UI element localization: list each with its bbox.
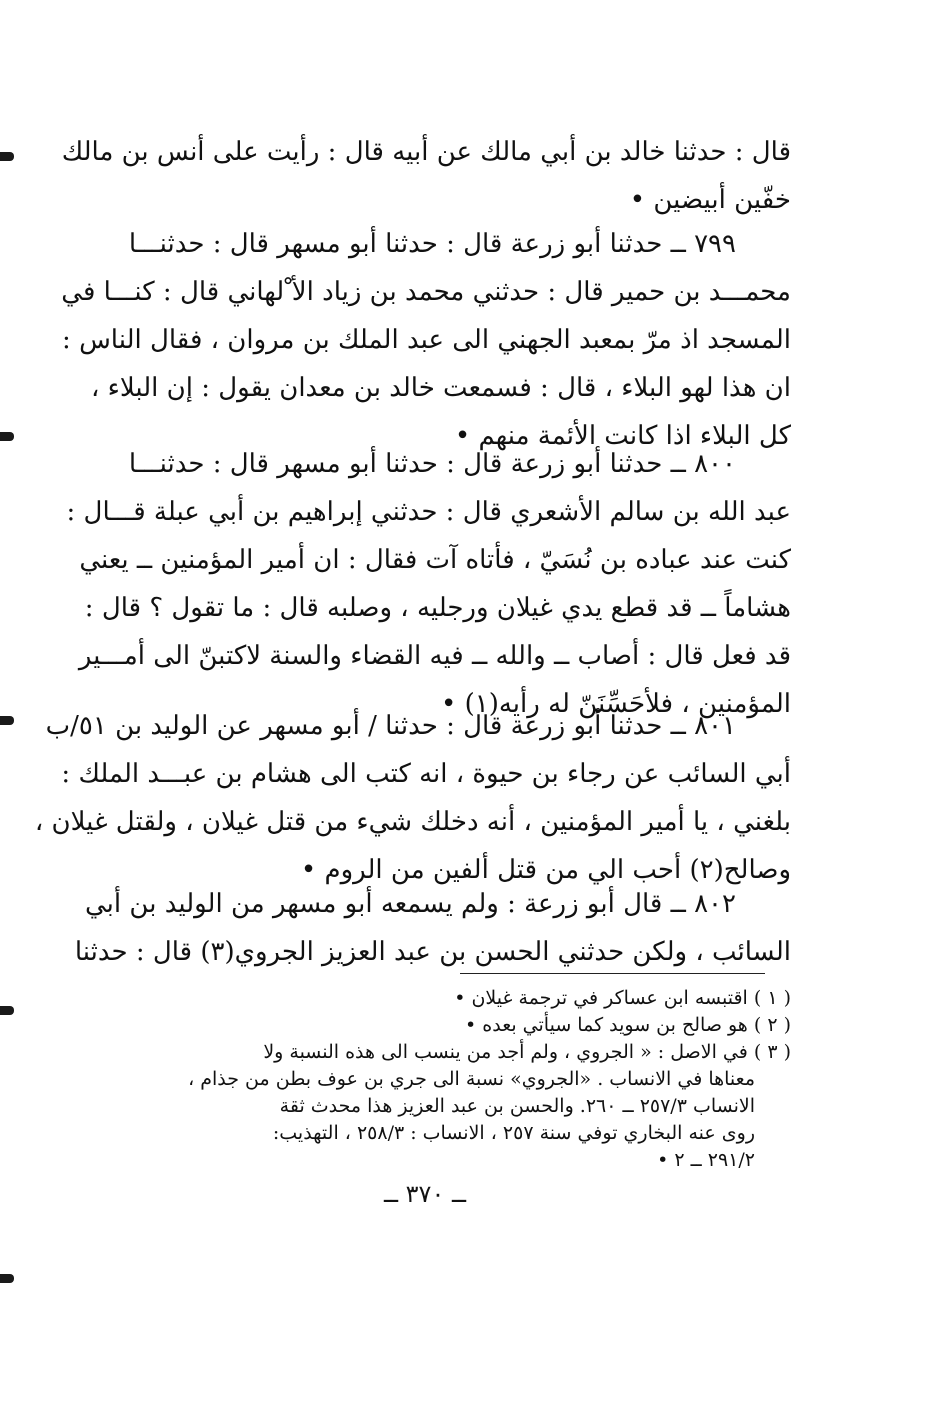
text-line: قال : حدثنا خالد بن أبي مالك عن أبيه قال : رأيت على أنس بن مالك	[61, 137, 791, 167]
footnote-3-line: روى عنه البخاري توفي سنة ٢٥٧ ، الانساب : ٢٥٨/٣ ، التهذيب:	[272, 1122, 755, 1144]
text-line: بلغني ، يا أمير المؤمنين ، أنه دخلك شيء من قتل غيلان ، ولقتل غيلان ،	[34, 807, 791, 837]
text-line: كنت عند عباده بن نُسَيّ ، فأتاه آت فقال : ان أمير المؤمنين ــ يعني	[79, 545, 791, 575]
footnotes	[161, 985, 791, 1174]
text-line: عبد الله بن سالم الأشعري قال : حدثني إبراهيم بن أبي عبلة قـــال :	[66, 497, 791, 527]
paragraph-continuation	[61, 128, 791, 224]
text-line: قد فعل قال : أصاب ــ والله ــ فيه القضاء والسنة لاكتبنّ الى أمـــير	[78, 641, 791, 671]
footnote-2: ( ٢ ) هو صالح بن سويد كما سيأتي بعده •	[465, 1014, 791, 1036]
page-number: ــ ٣٧٠ ــ	[383, 1180, 467, 1208]
text-line: ٨٠٠ ــ حدثنا أبو زرعة قال : حدثنا أبو مسهر قال : حدثنـــا	[128, 449, 736, 479]
footnote-1: ( ١ ) اقتبسه ابن عساكر في ترجمة غيلان •	[454, 987, 791, 1009]
text-line: السائب ، ولكن حدثني الحسن بن عبد العزيز الجروي(٣) قال : حدثنا	[74, 937, 791, 967]
text-line: المسجد اذ مرّ بمعبد الجهني الى عبد الملك بن مروان ، فقال الناس :	[62, 325, 791, 355]
footnote-3-line: ٢٩١/٢ ــ ٢ •	[657, 1149, 755, 1171]
footnote-3-line: الانساب ٢٥٧/٣ ــ ٢٦٠. والحسن بن عبد العزيز هذا محدث ثقة	[279, 1095, 755, 1117]
footnote-3: ( ٣ ) في الاصل : « الجروي ، ولم أجد من ينسب الى هذه النسبة ولا	[263, 1041, 791, 1063]
text-line: وصالح(٢) أحب الي من قتل ألفين من الروم •	[300, 855, 791, 885]
paragraph-802	[74, 880, 791, 976]
margin-mark	[0, 716, 14, 725]
footnote-separator	[460, 973, 765, 974]
paragraph-801	[34, 702, 791, 894]
text-line: خفّين أبيضين •	[629, 185, 791, 215]
margin-mark	[0, 152, 14, 161]
footnote-3-line: معناها في الانساب . «الجروي» نسبة الى جري بن عوف بطن من جذام ،	[188, 1068, 755, 1090]
text-line: المؤمنين ، فلأحَسِّنَنّ له رأيه(١) •	[441, 689, 791, 719]
text-line: ٧٩٩ ــ حدثنا أبو زرعة قال : حدثنا أبو مسهر قال : حدثنـــا	[128, 229, 736, 259]
text-line: ٨٠٢ ــ قال أبو زرعة : ولم يسمعه أبو مسهر من الوليد بن أبي	[85, 889, 736, 919]
paragraph-799	[61, 220, 791, 460]
margin-mark	[0, 1006, 14, 1015]
text-line: كل البلاء اذا كانت الأئمة منهم •	[454, 421, 791, 451]
margin-mark	[0, 1274, 14, 1283]
text-line: ان هذا لهو البلاء ، قال : فسمعت خالد بن معدان يقول : إن البلاء ،	[91, 373, 791, 403]
text-line: أبي السائب عن رجاء بن حيوة ، انه كتب الى هشام بن عبـــد الملك :	[61, 759, 791, 789]
text-line: هشاماً ــ قد قطع يدي غيلان ورجليه ، وصلبه قال : ما تقول ؟ قال :	[84, 593, 791, 623]
margin-mark	[0, 432, 14, 441]
text-line: محمـــد بن حمير قال : حدثني محمد بن زياد الأ ْلهاني قال : كنـــا في	[61, 277, 791, 307]
text-line: ٨٠١ ــ حدثنا أبو زرعة قال : حدثنا / أبو مسهر عن الوليد بن ٥١/ب	[45, 711, 736, 741]
